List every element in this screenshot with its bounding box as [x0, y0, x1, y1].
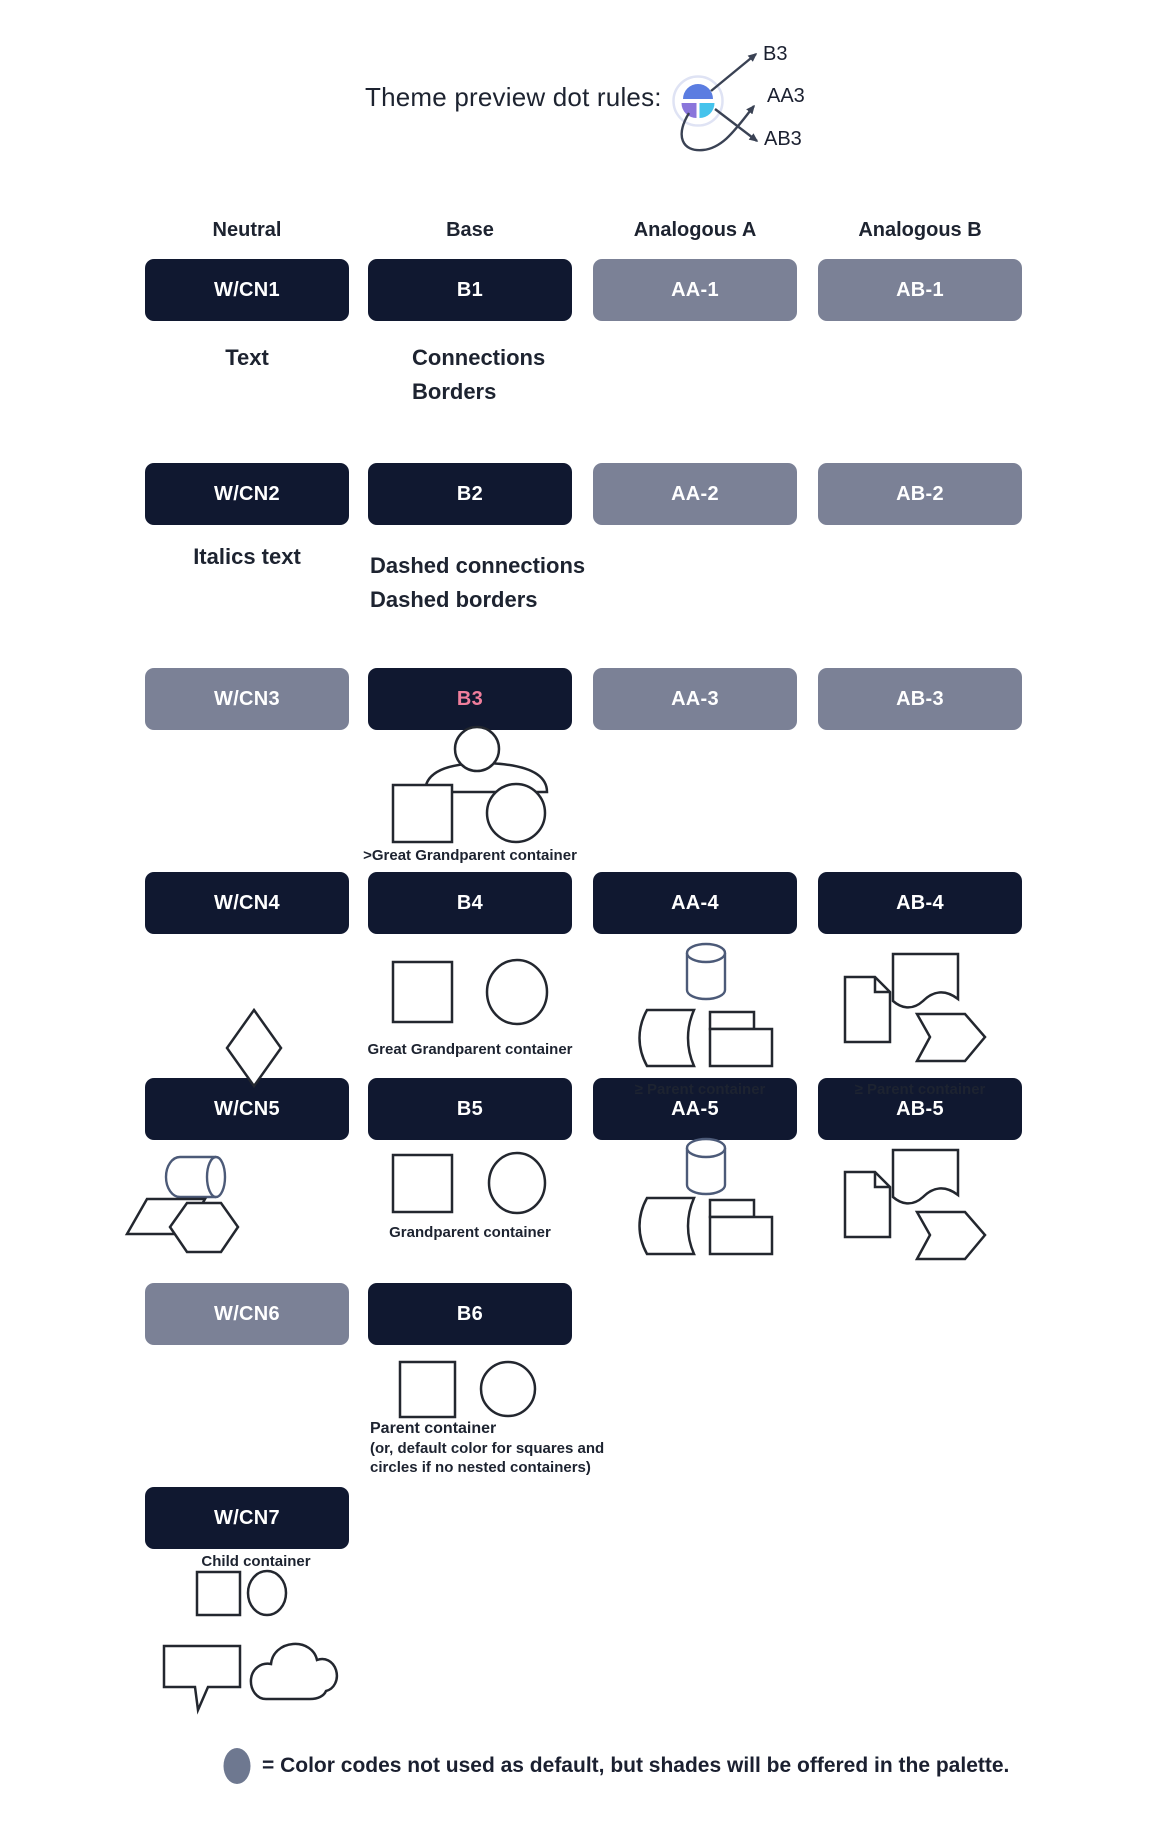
cylinder-icon: [687, 1139, 725, 1194]
dot-slice-cyan: [700, 103, 715, 118]
circle-shape: [481, 1362, 535, 1416]
person-shoulders-icon: [425, 763, 547, 792]
note-connections: Connections: [412, 345, 546, 370]
note-parent-block: [370, 1418, 640, 1477]
cylinder-cap: [207, 1157, 225, 1197]
b4-shapes: [393, 960, 547, 1024]
swatch-wcn2: W/CN2: [145, 463, 349, 525]
square-shape: [393, 1155, 452, 1212]
column-header-analogous-b: Analogous B: [858, 219, 982, 241]
square-shape: [393, 962, 452, 1022]
swatch-aa4: AA-4: [593, 872, 797, 934]
wavy-card-icon: [893, 954, 958, 1007]
cylinder-body: [687, 1148, 725, 1194]
note-great-grandparent-gt: >Great Grandparent container: [363, 847, 577, 864]
circle-shape: [487, 960, 547, 1024]
swatch-wcn1: W/CN1: [145, 259, 349, 321]
diamond-shape: [227, 1010, 281, 1086]
stored-data-icon: [640, 1198, 695, 1254]
tab: [710, 1200, 754, 1217]
swatch-wcn5: W/CN5: [145, 1078, 349, 1140]
swatch-b1: B1: [368, 259, 572, 321]
note-italics-text: Italics text: [193, 544, 301, 569]
box: [710, 1217, 772, 1254]
dot-slice-blue: [683, 84, 713, 99]
swatch-aa3: AA-3: [593, 668, 797, 730]
aa5-shapes: [640, 1139, 773, 1254]
square-shape: [400, 1362, 455, 1417]
horizontal-cylinder-icon: [166, 1157, 225, 1197]
b5-shapes: [393, 1153, 545, 1213]
wavy-card-icon: [893, 1150, 958, 1203]
note-parent-line2: (or, default color for squares and: [370, 1440, 605, 1457]
cylinder-body: [166, 1157, 216, 1197]
b3-shapes: [393, 727, 547, 842]
arrow-to-aa3: [682, 106, 754, 150]
legend-label-aa3: AA3: [767, 85, 805, 107]
legend-arrows: [682, 54, 757, 150]
swatch-b4: B4: [368, 872, 572, 934]
tabbed-box-icon: [710, 1012, 772, 1066]
swatch-aa1: AA-1: [593, 259, 797, 321]
note-connections-borders: [412, 341, 545, 409]
cylinder-icon: [687, 944, 725, 999]
wcn7-extra-shapes: [164, 1644, 337, 1710]
cloud-icon: [251, 1644, 337, 1699]
document-icon: [845, 1172, 890, 1237]
ab4-shapes: [845, 954, 985, 1061]
dot-ring: [674, 77, 723, 126]
document-fold: [875, 1172, 890, 1187]
square-shape: [393, 785, 452, 842]
note-gte-parent-b: ≥ Parent container: [854, 1081, 986, 1098]
swatch-ab4: AB-4: [818, 872, 1022, 934]
legend-label-b3: B3: [763, 43, 788, 65]
tab: [710, 1012, 754, 1029]
swatch-wcn6: W/CN6: [145, 1283, 349, 1345]
note-great-grandparent: Great Grandparent container: [367, 1041, 573, 1058]
column-header-analogous-a: Analogous A: [633, 219, 757, 241]
document-icon: [845, 977, 890, 1042]
note-parent-line1: Parent container: [370, 1420, 497, 1437]
tabbed-box-icon: [710, 1200, 772, 1254]
chevron-icon: [917, 1212, 985, 1259]
arrow-to-b3: [711, 54, 756, 91]
speech-bubble-icon: [164, 1646, 240, 1710]
footer-dot-icon: [224, 1748, 251, 1784]
cylinder-top: [687, 944, 725, 962]
cylinder-top: [687, 1139, 725, 1157]
square-shape: [197, 1572, 240, 1615]
circle-shape: [248, 1571, 286, 1615]
dot-slice-purple: [682, 103, 697, 118]
legend-label-ab3: AB3: [764, 128, 802, 150]
swatch-ab5: AB-5: [818, 1078, 1022, 1140]
theme-preview-dot-icon: [674, 77, 723, 126]
footer-note: = Color codes not used as default, but shades will be offered in the palette.: [262, 1754, 1010, 1777]
circle-shape: [489, 1153, 545, 1213]
document-fold: [875, 977, 890, 992]
note-borders: Borders: [412, 379, 497, 404]
swatch-ab3: AB-3: [818, 668, 1022, 730]
swatch-wcn3: W/CN3: [145, 668, 349, 730]
ab5-shapes: [845, 1150, 985, 1259]
column-header-base: Base: [446, 219, 494, 241]
note-text: Text: [225, 345, 269, 370]
wcn5-shapes: [127, 1157, 238, 1252]
parallelogram-shape: [127, 1199, 205, 1234]
stored-data-icon: [640, 1010, 695, 1066]
swatch-b2: B2: [368, 463, 572, 525]
swatch-aa2: AA-2: [593, 463, 797, 525]
arrow-to-ab3: [715, 109, 757, 141]
swatch-b5: B5: [368, 1078, 572, 1140]
chevron-icon: [917, 1014, 985, 1061]
cylinder-body: [687, 953, 725, 999]
note-grandparent: Grandparent container: [389, 1224, 551, 1241]
circle-shape: [487, 784, 545, 842]
swatch-aa5: AA-5: [593, 1078, 797, 1140]
b6-shapes: [400, 1362, 535, 1417]
page-title: Theme preview dot rules:: [365, 82, 662, 112]
note-child: Child container: [201, 1553, 311, 1570]
aa4-shapes: [640, 944, 773, 1066]
swatch-ab1: AB-1: [818, 259, 1022, 321]
note-dashed: [370, 549, 585, 617]
note-dashed-borders: Dashed borders: [370, 587, 538, 612]
hexagon-shape: [170, 1203, 238, 1252]
person-head-icon: [455, 727, 499, 771]
swatch-wcn7: W/CN7: [145, 1487, 349, 1549]
box: [710, 1029, 772, 1066]
swatch-b3: B3: [368, 668, 572, 730]
note-dashed-connections: Dashed connections: [370, 553, 586, 578]
note-parent-line3: circles if no nested containers): [370, 1459, 591, 1476]
swatch-b6: B6: [368, 1283, 572, 1345]
swatch-ab2: AB-2: [818, 463, 1022, 525]
note-gte-parent-a: ≥ Parent container: [634, 1081, 766, 1098]
swatch-wcn4: W/CN4: [145, 872, 349, 934]
column-header-neutral: Neutral: [212, 219, 282, 241]
wcn7-child-shapes: [197, 1571, 286, 1615]
